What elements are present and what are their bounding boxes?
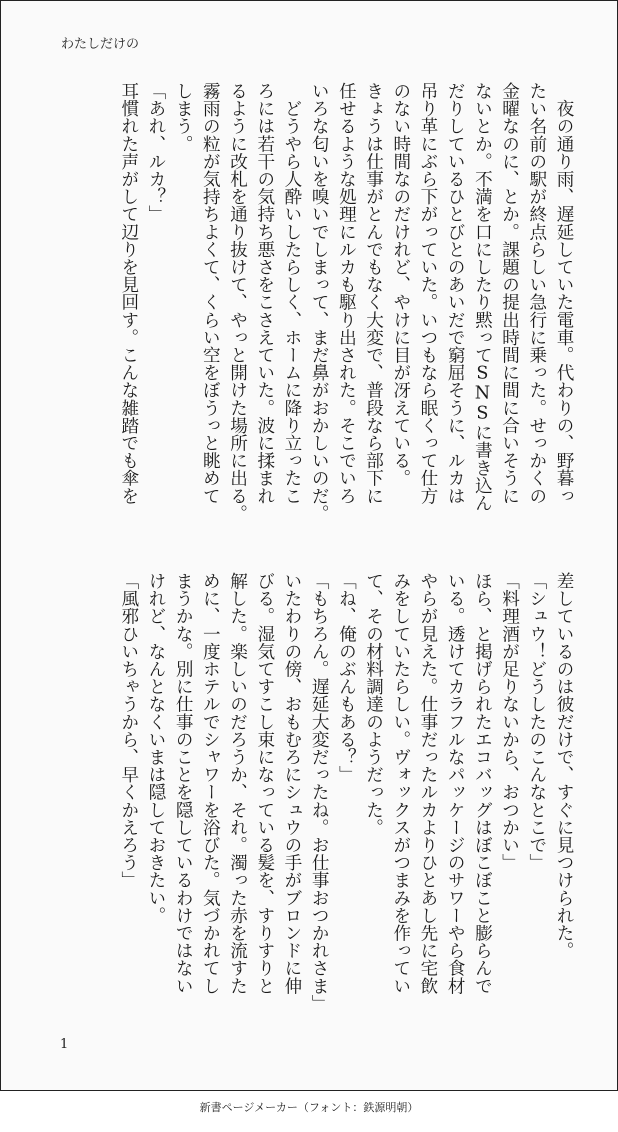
text-block-lower: [115, 572, 577, 1012]
text-line: いろな匂いを嗅いでしまって、まだ鼻がおかしいのだ。: [309, 82, 330, 522]
text-line: ほら、と掲げられたエコバッグはぼこぼこと膨らんで: [472, 572, 493, 995]
text-line: 「ね、俺のぶんもある？」: [336, 572, 357, 784]
text-line: 「風邪ひいちゃうから、早くかえろう」: [118, 572, 139, 889]
text-line: びる。湿気てすこし束になっている髪を、すりすりと: [254, 572, 275, 995]
text-line: ろには若干の気持ち悪さをこさえていた。波に揉まれ: [254, 82, 275, 505]
text-line: 「料理酒が足りないから、おつかい」: [499, 572, 520, 872]
text-block-upper: [115, 82, 577, 532]
text-line: ないとか。不満を口にしたり黙ってSNSに書き込ん: [472, 82, 493, 512]
text-line: きょうは仕事がとんでもなく大変で、普段なら部下に: [363, 82, 384, 505]
text-line: 夜の通り雨、遅延していた電車。代わりの、野暮っ: [554, 82, 574, 505]
text-line: 「もちろん。遅延大変だったね。お仕事おつかれさま」: [309, 572, 330, 1012]
footer-credit: 新書ページメーカー（フォント：鉄源明朝）: [199, 1101, 419, 1114]
text-line: たい名前の駅が終点らしい急行に乗った。せっかくの: [526, 82, 547, 505]
text-line: だりしているひとびとのあいだで窮屈そうに、ルカは: [445, 82, 466, 505]
text-line: 霧雨の粒が気持ちよくて、くらい空をぼうっと眺めて: [200, 82, 221, 505]
running-title: わたしだけの: [61, 37, 140, 52]
text-line: けれど、なんとなくいまは隠しておきたい。: [145, 572, 166, 924]
text-line: どうやら人酔いしたらしく、ホームに降り立ったこ: [281, 82, 302, 505]
text-line: 金曜なのに、とか。課題の提出時間に間に合いそうに: [499, 82, 520, 505]
text-line: いたわりの傍、おもむろにシュウの手がブロンドに伸: [281, 572, 302, 995]
text-line: て、その材料調達のようだった。: [363, 572, 384, 836]
text-line: 差しているのは彼だけで、すぐに見つけられた。: [554, 572, 574, 960]
text-line: 「シュウ！どうしたのこんなとこで」: [526, 572, 547, 872]
text-line: るように改札を通り抜けて、やっと開けた場所に出る。: [227, 82, 248, 522]
text-line: いる。透けてカラフルなパッケージのサワーやら食材: [445, 572, 466, 995]
text-line: 吊り革にぶら下がっていた。いつもなら眠くって仕方: [417, 82, 438, 505]
text-line: めに、一度ホテルでシャワーを浴びた。気づかれてし: [200, 572, 221, 995]
page-number: 1: [60, 1037, 69, 1052]
text-line: まうかな。別に仕事のことを隠しているわけではない: [173, 572, 194, 995]
text-line: 「あれ、ルカ？」: [145, 82, 166, 223]
text-line: のない時間なのだけれど、やけに目が冴えている。: [390, 82, 411, 487]
text-line: 耳慣れた声がして辺りを見回す。こんな雑踏でも傘を: [118, 82, 139, 505]
text-line: 解した。楽しいのだろうか、それ。濁った赤を流すた: [227, 572, 248, 995]
text-line: 任せるような処理にルカも駆り出された。そこでいろ: [336, 82, 357, 505]
text-line: みをしていたらしい。ヴォックスがつまみを作ってい: [390, 572, 411, 995]
text-line: しまう。: [173, 82, 194, 153]
text-line: やらが見えた。仕事だったルカよりひとあし先に宅飲: [417, 572, 438, 995]
